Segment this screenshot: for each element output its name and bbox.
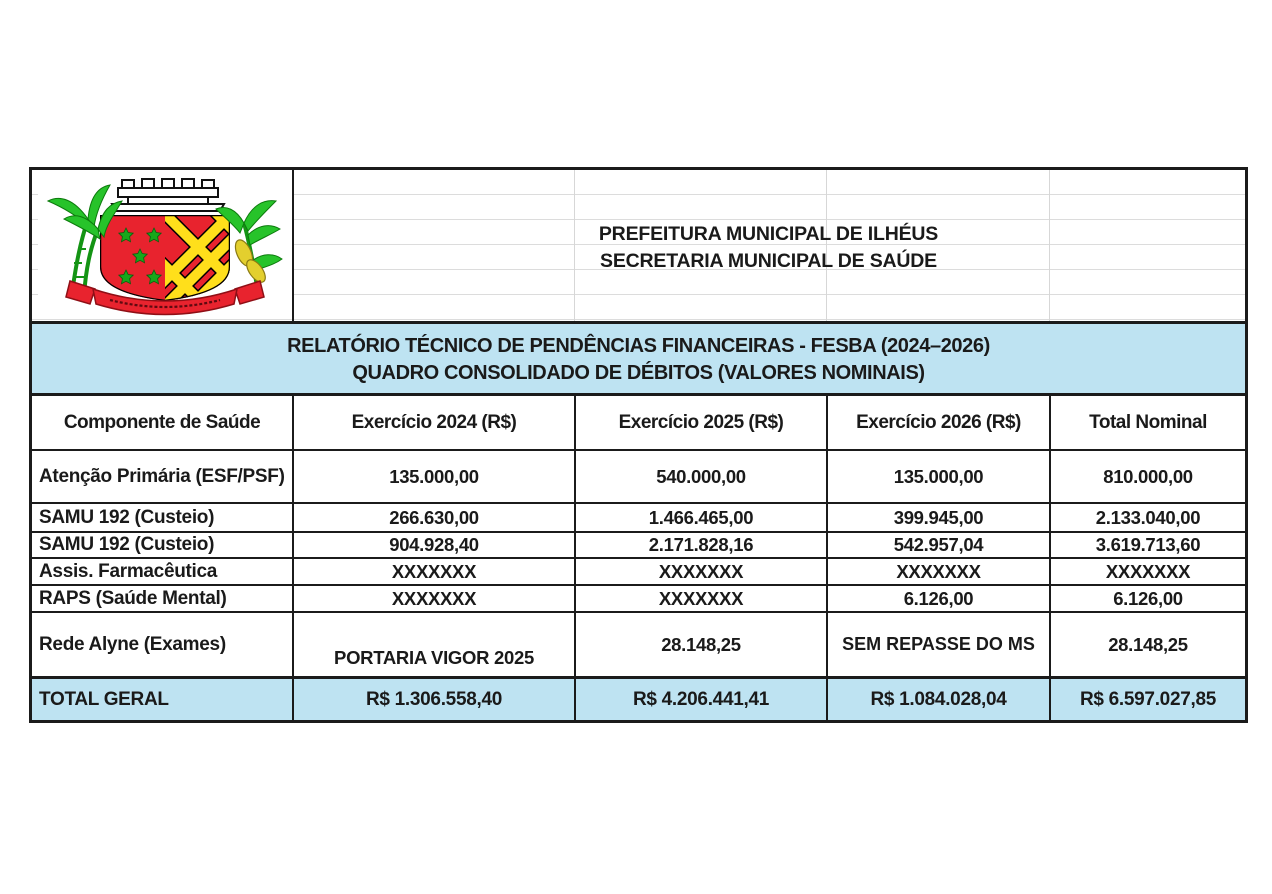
value-cell: 3.619.713,60 bbox=[1049, 531, 1245, 557]
row-label: SAMU 192 (Custeio) bbox=[32, 531, 292, 557]
value-cell: XXXXXXX bbox=[292, 584, 574, 611]
value-cell: XXXXXXX bbox=[574, 584, 826, 611]
value-cell: XXXXXXX bbox=[826, 557, 1049, 584]
value-cell: 399.945,00 bbox=[826, 502, 1049, 531]
org-title: PREFEITURA MUNICIPAL DE ILHÉUS bbox=[598, 223, 939, 245]
total-value: R$ 6.597.027,85 bbox=[1049, 676, 1245, 720]
value-cell: PORTARIA VIGOR 2025 bbox=[292, 611, 574, 676]
value-cell: 904.928,40 bbox=[292, 531, 574, 557]
value-cell: 135.000,00 bbox=[826, 449, 1049, 502]
header-band bbox=[32, 170, 1245, 321]
value-cell: 28.148,25 bbox=[1049, 611, 1245, 676]
row-label: SAMU 192 (Custeio) bbox=[32, 502, 292, 531]
column-header-componente: Componente de Saúde bbox=[32, 396, 292, 449]
total-value: R$ 4.206.441,41 bbox=[574, 676, 826, 720]
value-cell: 266.630,00 bbox=[292, 502, 574, 531]
value-cell: SEM REPASSE DO MS bbox=[826, 611, 1049, 676]
column-header-2026: Exercício 2026 (R$) bbox=[826, 396, 1049, 449]
total-value: R$ 1.306.558,40 bbox=[292, 676, 574, 720]
column-header-2025: Exercício 2025 (R$) bbox=[574, 396, 826, 449]
org-subtitle: SECRETARIA MUNICIPAL DE SAÚDE bbox=[600, 250, 937, 272]
value-cell: 540.000,00 bbox=[574, 449, 826, 502]
value-cell: 542.957,04 bbox=[826, 531, 1049, 557]
total-value: R$ 1.084.028,04 bbox=[826, 676, 1049, 720]
value-cell: 6.126,00 bbox=[826, 584, 1049, 611]
total-label: TOTAL GERAL bbox=[32, 676, 292, 720]
value-cell: XXXXXXX bbox=[292, 557, 574, 584]
value-cell: 28.148,25 bbox=[574, 611, 826, 676]
report-sheet bbox=[29, 167, 1248, 723]
value-cell: XXXXXXX bbox=[1049, 557, 1245, 584]
report-title-line1: RELATÓRIO TÉCNICO DE PENDÊNCIAS FINANCEIRAS - FESBA (2024–2026) bbox=[287, 335, 990, 357]
value-cell: 2.171.828,16 bbox=[574, 531, 826, 557]
row-label: Rede Alyne (Exames) bbox=[32, 611, 292, 676]
value-cell: 810.000,00 bbox=[1049, 449, 1245, 502]
value-cell: 1.466.465,00 bbox=[574, 502, 826, 531]
org-title-block bbox=[292, 221, 1245, 275]
value-cell: 6.126,00 bbox=[1049, 584, 1245, 611]
ilheus-coat-of-arms-icon bbox=[38, 173, 292, 319]
column-header-total: Total Nominal bbox=[1049, 396, 1245, 449]
value-cell: XXXXXXX bbox=[574, 557, 826, 584]
row-label: RAPS (Saúde Mental) bbox=[32, 584, 292, 611]
value-cell: 2.133.040,00 bbox=[1049, 502, 1245, 531]
column-header-2024: Exercício 2024 (R$) bbox=[292, 396, 574, 449]
value-cell: 135.000,00 bbox=[292, 449, 574, 502]
row-label: Atenção Primária (ESF/PSF) bbox=[32, 449, 292, 502]
report-title-banner bbox=[32, 321, 1245, 396]
report-title-line2: QUADRO CONSOLIDADO DE DÉBITOS (VALORES NOMINAIS) bbox=[352, 362, 925, 384]
row-label: Assis. Farmacêutica bbox=[32, 557, 292, 584]
